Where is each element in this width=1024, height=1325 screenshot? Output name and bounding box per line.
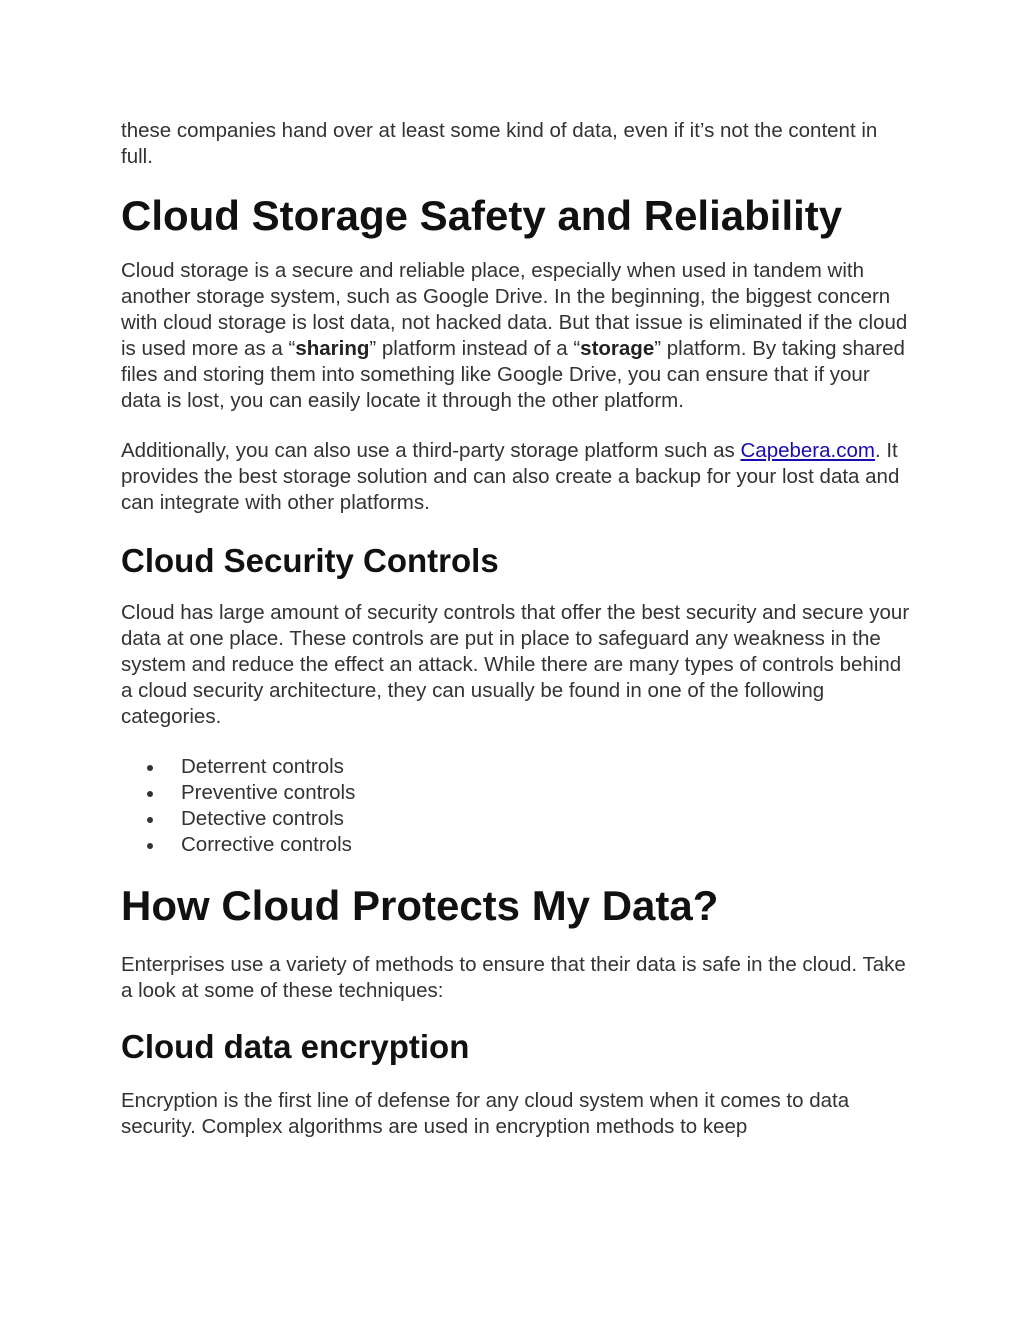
capebera-link[interactable]: Capebera.com — [740, 439, 875, 462]
heading-cloud-security-controls: Cloud Security Controls — [121, 542, 499, 579]
encryption-paragraph: Encryption is the first line of defense for any cloud system when it comes to data security. Complex algorithms are used in encryption methods to keep — [121, 1089, 850, 1138]
list-item-label: Preventive controls — [181, 781, 356, 804]
controls-bullet-list — [121, 754, 911, 858]
intro-paragraph: these companies hand over at least some kind of data, even if it’s not the content in full. — [121, 119, 878, 168]
heading-how-cloud-protects: How Cloud Protects My Data? — [121, 882, 719, 929]
list-item-label: Corrective controls — [181, 833, 352, 856]
controls-paragraph: Cloud has large amount of security controls that offer the best security and secure your data at one place. These controls are put in place to safeguard any weakness in the system and reduce the effect an attack. While there are many types of controls behind a cloud security architecture, they can usually be found in one of the following categories. — [121, 601, 910, 728]
safety-p2-text-a: Additionally, you can also use a third-party storage platform such as — [121, 439, 741, 462]
list-item — [121, 806, 911, 832]
bullet-icon — [147, 791, 153, 797]
list-item-label: Deterrent controls — [181, 755, 344, 778]
safety-paragraph-1 — [121, 258, 911, 414]
safety-p1-text-c: ” platform. By taking shared files and storing them into something like Google Drive, you can ensure that if your data is lost, you can easily locate it through the other platform. — [121, 337, 905, 412]
heading-cloud-storage-safety: Cloud Storage Safety and Reliability — [121, 192, 843, 239]
safety-p1-text-b: ” platform instead of a “ — [369, 337, 581, 360]
list-item-label: Detective controls — [181, 807, 344, 830]
safety-p2-text-b: . It provides the best storage solution and can also create a backup for your lost data and can integrate with other platforms. — [121, 439, 900, 514]
document-page — [121, 118, 911, 1140]
list-item — [121, 832, 911, 858]
sharing-bold-term: sharing — [295, 337, 370, 360]
list-item — [121, 780, 911, 806]
storage-bold-term: storage — [580, 337, 655, 360]
list-item — [121, 754, 911, 780]
safety-paragraph-2 — [121, 438, 911, 516]
safety-p1-text-a: Cloud storage is a secure and reliable place, especially when used in tandem with another storage system, such as Google Drive. In the beginning, the biggest concern with cloud storage is lost data, not hacked data. But that issue is eliminated if the cloud is used more as a “ — [121, 259, 908, 360]
bullet-icon — [147, 843, 153, 849]
bullet-icon — [147, 765, 153, 771]
bullet-icon — [147, 817, 153, 823]
heading-cloud-data-encryption: Cloud data encryption — [121, 1028, 470, 1065]
protects-paragraph: Enterprises use a variety of methods to ensure that their data is safe in the cloud. Take a look at some of these techniques: — [121, 953, 906, 1002]
